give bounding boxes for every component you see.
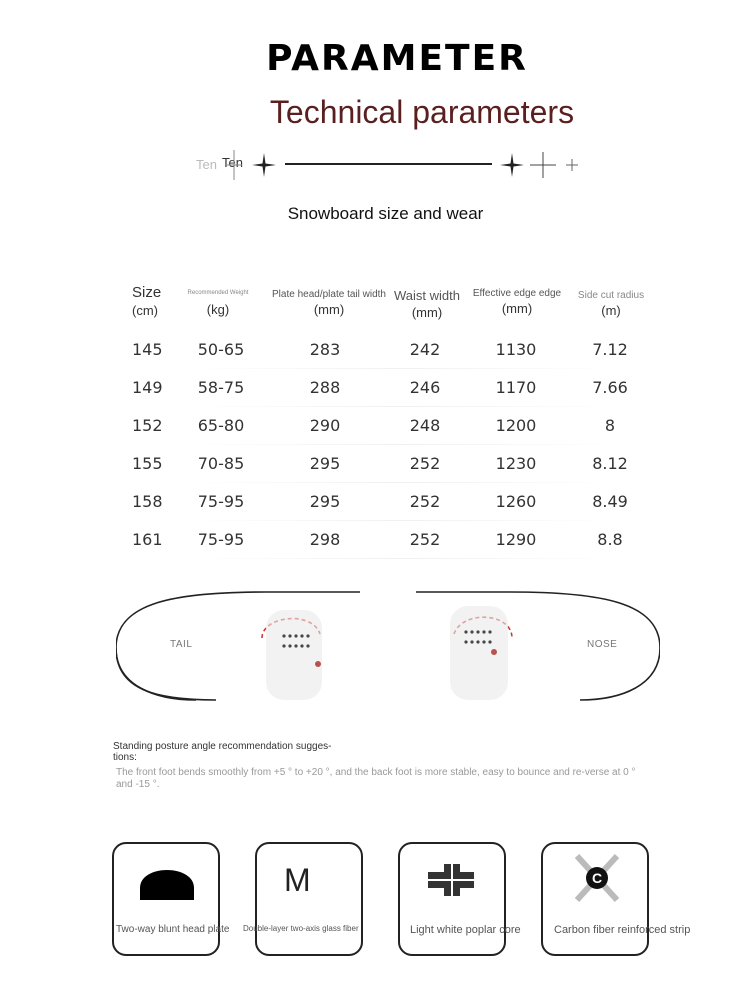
cell-plate-width: 290 [309,416,341,435]
poplar-core-icon [400,844,508,924]
table-row [128,378,658,416]
cell-weight: 58-75 [197,378,245,397]
cell-weight: 65-80 [197,416,245,435]
binding-tail-icon [262,610,322,700]
cell-side-cut-radius: 8 [604,416,616,435]
page-subtitle: Technical parameters [269,94,575,130]
table-row [128,340,658,378]
cell-plate-width: 298 [309,530,341,549]
header-plate-width: Plate head/plate tail width (mm) [272,289,386,317]
cell-weight: 70-85 [197,454,245,473]
cell-size: 158 [132,492,163,511]
blunt-head-icon [114,844,222,924]
cell-weight: 75-95 [197,530,245,549]
cell-side-cut-radius: 8.49 [592,492,628,511]
sparkle-icon [530,152,556,178]
header-effective-edge: Effective edge edge (mm) [472,288,562,316]
posture-description: The front foot bends smoothly from +5 ° to +20 °, and the back foot is more stable, easy to bounce and re-verse at 0 ° and -15 °. [116,767,636,790]
cell-waist-width: 242 [409,340,441,359]
sparkle-icon [226,150,242,180]
sparkle-icon [500,153,524,177]
section-caption: Snowboard size and wear [287,204,484,223]
cell-plate-width: 295 [309,492,341,511]
cell-waist-width: 252 [409,454,441,473]
cell-plate-width: 283 [309,340,341,359]
cell-effective-edge: 1170 [495,378,537,397]
cell-side-cut-radius: 7.12 [592,340,628,359]
table-row [128,416,658,454]
page-title: PARAMETER [266,38,528,79]
table-row [128,454,658,492]
svg-text:C: C [591,870,603,886]
cell-waist-width: 252 [409,530,441,549]
cell-waist-width: 248 [409,416,441,435]
cell-plate-width: 288 [309,378,341,397]
posture-title: Standing posture angle recommendation sugges-tions: [113,741,332,763]
nose-label: NOSE [587,639,618,650]
snowboard-outline [116,592,660,700]
sparkle-divider [190,148,590,182]
sparkle-icon [252,153,276,177]
header-waist-width: Waist width (mm) [394,288,460,320]
feature-card [112,842,230,956]
cell-size: 149 [132,378,163,397]
binding-nose-icon [450,606,512,700]
feature-label: Two-way blunt head plate [116,924,230,935]
feature-label: Carbon fiber reinforced strip [554,924,691,936]
cell-size: 152 [132,416,163,435]
tail-label: TAIL [170,639,193,650]
feature-card [541,842,691,956]
feature-label: Light white poplar core [410,924,521,936]
cell-effective-edge: 1200 [495,416,537,435]
header-weight: Recommended Weight (kg) [187,290,249,317]
feature-card [243,842,363,956]
cell-waist-width: 252 [409,492,441,511]
cell-effective-edge: 1130 [495,340,537,359]
cell-size: 161 [132,530,163,549]
cell-weight: 75-95 [197,492,245,511]
cell-effective-edge: 1290 [495,530,537,549]
cell-side-cut-radius: 7.66 [592,378,628,397]
cell-size: 155 [132,454,163,473]
table-row [128,530,658,568]
cell-size: 145 [132,340,163,359]
ten-dark-label: Ten [222,155,243,170]
header-size: Size (cm) [132,284,162,318]
header-side-cut-radius: Side cut radius (m) [577,290,645,318]
cell-plate-width: 295 [309,454,341,473]
sparkle-icon [566,159,578,171]
feature-card [398,842,521,956]
snowboard-diagram [116,590,660,710]
cell-side-cut-radius: 8.12 [592,454,628,473]
feature-label: Double-layer two-axis glass fiber [243,924,359,933]
cell-side-cut-radius: 8.8 [597,530,623,549]
cell-effective-edge: 1230 [495,454,537,473]
carbon-strip-icon [543,844,651,924]
m-letter-icon: M [284,862,311,898]
cell-effective-edge: 1260 [495,492,537,511]
table-row [128,492,658,530]
cell-waist-width: 246 [409,378,441,397]
cell-weight: 50-65 [197,340,245,359]
ten-faint-label: Ten [196,157,217,172]
